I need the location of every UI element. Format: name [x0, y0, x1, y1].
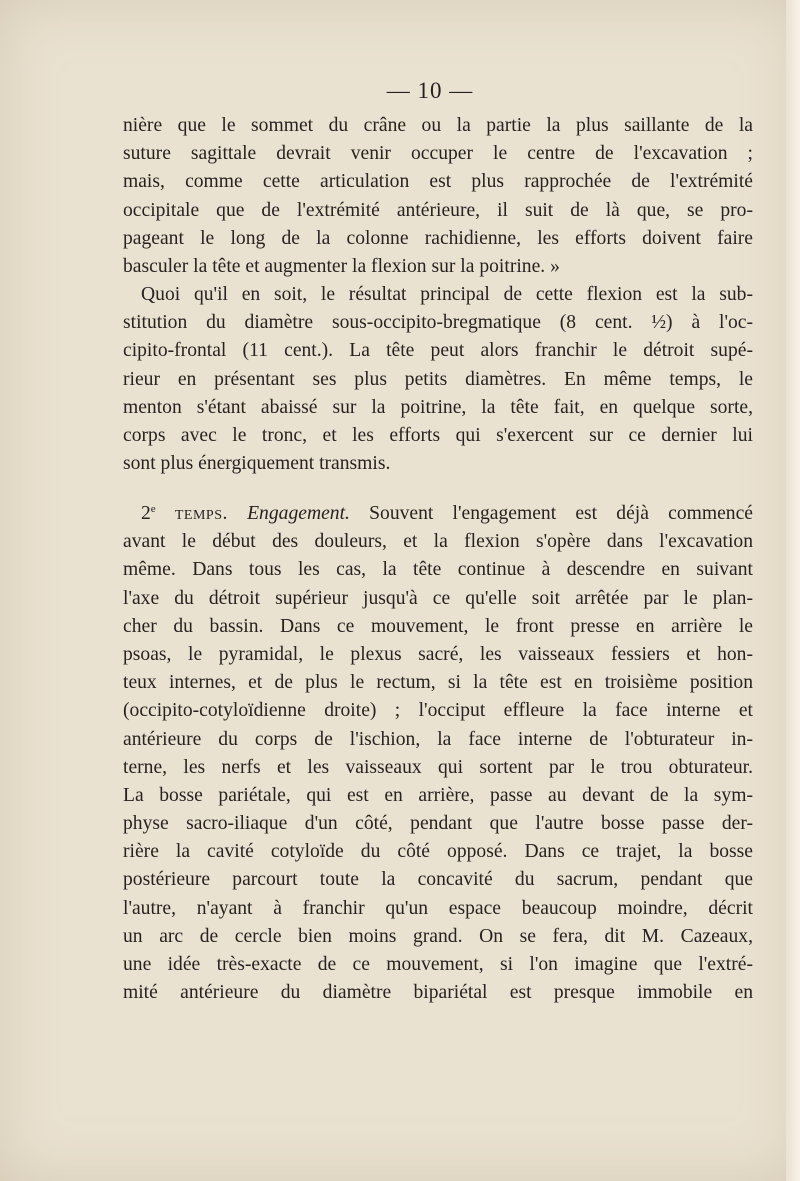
section-number-sup: e	[150, 503, 156, 515]
text-line: (occipito-cotyloïdienne droite) ; l'occiput effleure la face interne et	[123, 700, 753, 722]
text-line: occipitale que de l'extrémité antérieure, il suit de là que, se pro-	[123, 199, 753, 221]
text-line: un arc de cercle bien moins grand. On se fera, dit M. Cazeaux,	[123, 925, 753, 947]
paragraph-1	[123, 112, 753, 281]
text-line: menton s'étant abaissé sur la poitrine, la tête fait, en quelque sorte,	[123, 396, 753, 418]
paragraph-2	[123, 281, 753, 478]
text-line: corps avec le tronc, et les efforts qui s'exercent sur ce dernier lui	[123, 424, 753, 446]
text-line: sont plus énergiquement transmis.	[123, 453, 391, 475]
text-line: Quoi qu'il en soit, le résultat principal de cette flexion est la sub-	[141, 284, 753, 305]
section-heading-line	[123, 500, 753, 528]
text-line: postérieure parcourt toute la concavité du sacrum, pendant que	[123, 869, 753, 891]
section-number: 2	[141, 503, 151, 524]
page-number: — 10 —	[386, 78, 474, 103]
text-line: cher du bassin. Dans ce mouvement, le front presse en arrière le	[123, 615, 753, 637]
text-line: mité antérieure du diamètre bipariétal est presque immobile en	[123, 982, 753, 1004]
text-line: une idée très-exacte de ce mouvement, si l'on imagine que l'extré-	[123, 954, 753, 975]
text-line: pageant le long de la colonne rachidienne, les efforts doivent faire	[123, 227, 753, 249]
text-line: basculer la tête et augmenter la flexion sur la poitrine. »	[123, 255, 560, 277]
text-line: cipito-frontal (11 cent.). La tête peut alors franchir le détroit supé-	[123, 340, 753, 362]
section-title: Engagement.	[247, 503, 350, 524]
section-label: temps.	[174, 503, 228, 524]
text-line: avant le début des douleurs, et la flexion s'opère dans l'excavation	[123, 531, 753, 553]
text-line: suture sagittale devrait venir occuper le centre de l'excavation ;	[123, 143, 753, 165]
text-line: même. Dans tous les cas, la tête continue à descendre en suivant	[123, 559, 753, 581]
text-line: rière la cavité cotyloïde du côté opposé. Dans ce trajet, la bosse	[123, 841, 753, 863]
text-line: l'autre, n'ayant à franchir qu'un espace beaucoup moindre, décrit	[123, 897, 753, 919]
text-line: mais, comme cette articulation est plus rapprochée de l'extrémité	[123, 171, 753, 193]
text-line: La bosse pariétale, qui est en arrière, passe au devant de la sym-	[123, 784, 753, 806]
text-line: teux internes, et de plus le rectum, si la tête est en troisième position	[123, 672, 753, 694]
text-line: psoas, le pyramidal, le plexus sacré, les vaisseaux fessiers et hon-	[123, 643, 753, 665]
text-line: terne, les nerfs et les vaisseaux qui sortent par le trou obturateur.	[123, 756, 753, 778]
text-line: Souvent l'engagement est déjà commencé	[369, 503, 753, 524]
page-edge	[786, 0, 800, 1181]
text-line: rieur en présentant ses plus petits diamètres. En même temps, le	[123, 368, 753, 390]
paragraph-3	[123, 500, 753, 1007]
text-line: stitution du diamètre sous-occipito-bregmatique (8 cent. ½) à l'oc-	[123, 312, 753, 334]
text-line: nière que le sommet du crâne ou la partie la plus saillante de la	[123, 115, 753, 136]
text-line: l'axe du détroit supérieur jusqu'à ce qu'elle soit arrêtée par le plan-	[123, 587, 753, 609]
text-line: physe sacro-iliaque d'un côté, pendant que l'autre bosse passe der-	[123, 813, 753, 835]
text-line: antérieure du corps de l'ischion, la face interne de l'obturateur in-	[123, 728, 753, 750]
